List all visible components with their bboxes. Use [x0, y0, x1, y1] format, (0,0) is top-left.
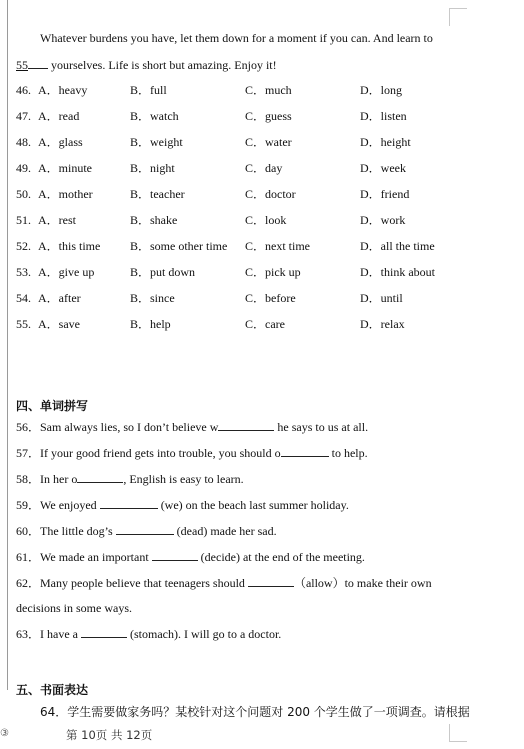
question-61-tail: (decide) at the end of the meeting. [197, 550, 365, 564]
question-61-text: 61．We made an important [16, 550, 152, 564]
question-number-53: 53. [16, 265, 31, 279]
question-57-tail: to help. [328, 446, 368, 460]
option-b-q50[interactable]: B．teacher [130, 187, 185, 201]
option-b-q49[interactable]: B．night [130, 161, 175, 175]
option-a-q50[interactable]: A．mother [38, 187, 93, 201]
option-b-q51[interactable]: B．shake [130, 213, 178, 227]
crop-mark-bottom-right [449, 724, 467, 742]
question-60-text: 60．The little dog’s [16, 524, 116, 538]
question-62-continuation: decisions in some ways. [16, 601, 132, 615]
option-c-q49[interactable]: C．day [245, 161, 283, 175]
option-a-q53[interactable]: A．give up [38, 265, 95, 279]
question-56-text: 56．Sam always lies, so I don’t believe w [16, 420, 219, 434]
question-60 [16, 522, 277, 538]
question-number-49: 49. [16, 161, 31, 175]
option-b-q54[interactable]: B．since [130, 291, 175, 305]
option-a-q54[interactable]: A．after [38, 291, 81, 305]
question-57-text: 57．If your good friend gets into trouble, you should o [16, 446, 281, 460]
option-c-q47[interactable]: C．guess [245, 109, 292, 123]
question-60-tail: (dead) made her sad. [173, 524, 277, 538]
option-c-q50[interactable]: C．doctor [245, 187, 296, 201]
question-58 [16, 470, 244, 486]
question-62 [16, 574, 432, 590]
option-b-q53[interactable]: B．put down [130, 265, 196, 279]
question-number-48: 48. [16, 135, 31, 149]
question-56 [16, 418, 368, 434]
option-d-q52[interactable]: D．all the time [360, 239, 435, 253]
question-number-51: 51. [16, 213, 31, 227]
option-d-q49[interactable]: D．week [360, 161, 406, 175]
option-d-q48[interactable]: D．height [360, 135, 411, 149]
option-d-q51[interactable]: D．work [360, 213, 406, 227]
question-58-tail: , English is easy to learn. [123, 472, 244, 486]
question-62-tail: （allow）to make their own [293, 576, 432, 590]
option-a-q47[interactable]: A．read [38, 109, 80, 123]
question-number-55: 55. [16, 317, 31, 331]
question-58-text: 58．In her o [16, 472, 78, 486]
blank-line [28, 56, 48, 69]
option-d-q53[interactable]: D．think about [360, 265, 435, 279]
passage-line-2-text: yourselves. Life is short but amazing. Enjoy it! [48, 58, 277, 72]
question-59 [16, 496, 349, 512]
option-c-q52[interactable]: C．next time [245, 239, 310, 253]
answer-blank-63[interactable] [81, 625, 127, 638]
question-56-tail: he says to us at all. [274, 420, 369, 434]
question-number-47: 47. [16, 109, 31, 123]
section-4-title: 四、单词拼写 [16, 399, 89, 413]
margin-line [7, 0, 8, 690]
option-c-q54[interactable]: C．before [245, 291, 296, 305]
question-number-46: 46. [16, 83, 31, 97]
option-a-q52[interactable]: A．this time [38, 239, 101, 253]
option-b-q46[interactable]: B．full [130, 83, 167, 97]
answer-blank-59[interactable] [100, 496, 158, 509]
passage-line-1: Whatever burdens you have, let them down for a moment if you can. And learn to [40, 31, 433, 45]
answer-blank-56[interactable] [218, 418, 274, 431]
option-d-q46[interactable]: D．long [360, 83, 403, 97]
question-62-text: 62．Many people believe that teenagers should [16, 576, 248, 590]
answer-blank-62[interactable] [248, 574, 294, 587]
question-59-text: 59．We enjoyed [16, 498, 100, 512]
option-c-q51[interactable]: C．look [245, 213, 287, 227]
option-d-q54[interactable]: D．until [360, 291, 403, 305]
question-63 [16, 625, 281, 641]
question-number-50: 50. [16, 187, 31, 201]
answer-blank-60[interactable] [116, 522, 174, 535]
option-c-q55[interactable]: C．care [245, 317, 285, 331]
option-a-q46[interactable]: A．heavy [38, 83, 88, 97]
question-61 [16, 548, 365, 564]
blank-number-55: 55 [16, 58, 28, 72]
question-57 [16, 444, 368, 460]
option-a-q51[interactable]: A．rest [38, 213, 76, 227]
passage-line-2 [16, 56, 277, 72]
crop-mark-top-right [449, 8, 467, 26]
question-63-text: 63．I have a [16, 627, 81, 641]
answer-blank-57[interactable] [281, 444, 329, 457]
option-d-q47[interactable]: D．listen [360, 109, 407, 123]
option-a-q55[interactable]: A．save [38, 317, 80, 331]
question-59-tail: (we) on the beach last summer holiday. [157, 498, 349, 512]
option-c-q46[interactable]: C．much [245, 83, 292, 97]
question-64: 64．学生需要做家务吗？某校针对这个问题对 200 个学生做了一项调查。请根据 [40, 705, 470, 719]
option-b-q47[interactable]: B．watch [130, 109, 179, 123]
option-c-q53[interactable]: C．pick up [245, 265, 301, 279]
option-b-q48[interactable]: B．weight [130, 135, 183, 149]
section-5-title: 五、书面表达 [16, 683, 89, 697]
option-a-q48[interactable]: A．glass [38, 135, 83, 149]
option-d-q55[interactable]: D．relax [360, 317, 405, 331]
page-number: 第 10页 共 12页 [66, 728, 153, 742]
page-marker-icon: ③ [0, 728, 9, 739]
answer-blank-61[interactable] [152, 548, 198, 561]
answer-blank-58[interactable] [77, 470, 123, 483]
option-c-q48[interactable]: C．water [245, 135, 292, 149]
option-a-q49[interactable]: A．minute [38, 161, 92, 175]
option-d-q50[interactable]: D．friend [360, 187, 410, 201]
question-number-52: 52. [16, 239, 31, 253]
question-number-54: 54. [16, 291, 31, 305]
question-63-tail: (stomach). I will go to a doctor. [126, 627, 282, 641]
option-b-q55[interactable]: B．help [130, 317, 171, 331]
option-b-q52[interactable]: B．some other time [130, 239, 228, 253]
